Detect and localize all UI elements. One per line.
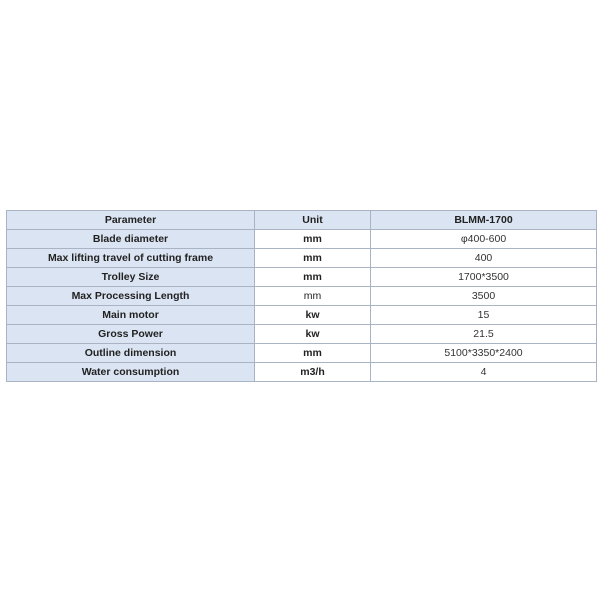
header-model: BLMM-1700 bbox=[371, 211, 597, 230]
table-row bbox=[7, 363, 597, 382]
value-cell: 4 bbox=[371, 363, 597, 382]
table-row bbox=[7, 230, 597, 249]
unit-cell: kw bbox=[255, 306, 371, 325]
parameter-cell: Outline dimension bbox=[7, 344, 255, 363]
unit-cell: mm bbox=[255, 230, 371, 249]
value-cell: 5100*3350*2400 bbox=[371, 344, 597, 363]
table-body bbox=[7, 230, 597, 382]
value-cell: φ400-600 bbox=[371, 230, 597, 249]
table-row bbox=[7, 325, 597, 344]
unit-cell: mm bbox=[255, 268, 371, 287]
unit-cell: mm bbox=[255, 249, 371, 268]
header-parameter: Parameter bbox=[7, 211, 255, 230]
parameter-cell: Gross Power bbox=[7, 325, 255, 344]
parameter-cell: Max Processing Length bbox=[7, 287, 255, 306]
table-row bbox=[7, 268, 597, 287]
table-header-row bbox=[7, 211, 597, 230]
value-cell: 21.5 bbox=[371, 325, 597, 344]
table-row bbox=[7, 249, 597, 268]
parameter-cell: Main motor bbox=[7, 306, 255, 325]
parameter-cell: Blade diameter bbox=[7, 230, 255, 249]
spec-table bbox=[6, 210, 597, 382]
table-row bbox=[7, 344, 597, 363]
table-row bbox=[7, 306, 597, 325]
header-unit: Unit bbox=[255, 211, 371, 230]
unit-cell: mm bbox=[255, 287, 371, 306]
parameter-cell: Max lifting travel of cutting frame bbox=[7, 249, 255, 268]
unit-cell: kw bbox=[255, 325, 371, 344]
parameter-cell: Water consumption bbox=[7, 363, 255, 382]
unit-cell: mm bbox=[255, 344, 371, 363]
value-cell: 1700*3500 bbox=[371, 268, 597, 287]
value-cell: 3500 bbox=[371, 287, 597, 306]
value-cell: 15 bbox=[371, 306, 597, 325]
table-row bbox=[7, 287, 597, 306]
unit-cell: m3/h bbox=[255, 363, 371, 382]
parameter-cell: Trolley Size bbox=[7, 268, 255, 287]
value-cell: 400 bbox=[371, 249, 597, 268]
